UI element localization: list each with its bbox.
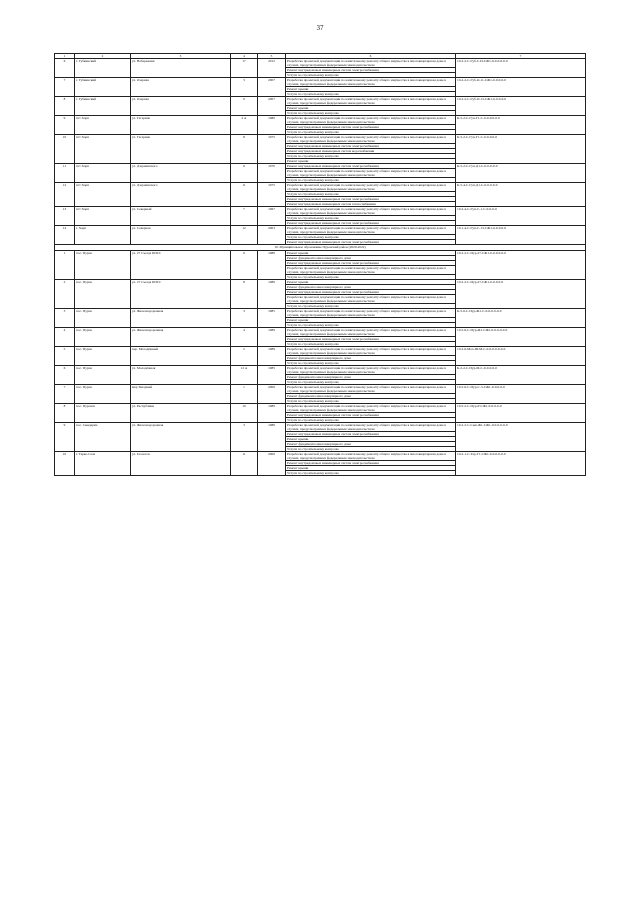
row-number: 10 — [55, 135, 75, 164]
work-type-cell: Ремонт внутридомовых инженерных систем электроснабжения — [286, 337, 456, 342]
house-cell: 7 — [231, 207, 258, 226]
object-code-cell: 10-1-4-С-Гуп-С-13-СЖ1-0-0-0-0-0 — [456, 226, 586, 245]
col-number-2: 2 — [75, 54, 131, 59]
table-row — [55, 404, 586, 413]
street-cell: ул. Озерная — [131, 97, 231, 116]
street-cell: пер. Молодёжный — [131, 347, 231, 366]
work-type-cell: Услуги по строительному контролю — [286, 471, 456, 476]
work-type-cell: Услуги по строительному контролю — [286, 111, 456, 116]
work-type-cell: Ремонт внутридомовых инженерных систем водоснабжения — [286, 149, 456, 154]
work-type-cell: Услуги по строительному контролю — [286, 178, 456, 183]
year-cell: 2003 — [258, 226, 286, 245]
house-cell: 2 А — [231, 116, 258, 135]
work-type-cell: Ремонт внутридомовых инженерных систем электроснабжения — [286, 144, 456, 149]
work-type-cell: Разработка проектной документации по капитальному ремонту общего имущества в многоквартирном доме в случаях, предусмотренных федеральным законодательством — [286, 309, 456, 318]
house-cell: 6 — [231, 251, 258, 280]
object-code-cell: 10-2-6-Мол-Ш-М-С-0-0-0-0-0-0-0 — [456, 347, 586, 366]
settlement-cell: пос. Сывдарма — [75, 423, 131, 452]
work-type-cell: Разработка проектной документации по капитальному ремонту общего имущества в многоквартирном доме в случаях, предусмотренных федеральным законодательством — [286, 169, 456, 178]
work-type-cell: Разработка проектной документации по капитальному ремонту общего имущества в многоквартирном доме в случаях, предусмотренных федеральным законодательством — [286, 183, 456, 192]
work-type-cell: Ремонт фундамента многоквартирного дома — [286, 394, 456, 399]
work-type-cell: Ремонт фундамента многоквартирного дома — [286, 442, 456, 447]
house-cell: 3 — [231, 423, 258, 452]
table-row — [55, 97, 586, 106]
street-cell: ул. Озерная — [131, 78, 231, 97]
work-type-cell: Ремонт внутридомовых инженерных систем электроснабжения — [286, 240, 456, 245]
settlement-cell: г. Губкинский — [75, 78, 131, 97]
settlement-cell: пгт Харп — [75, 164, 131, 183]
row-number: 6 — [55, 59, 75, 78]
work-type-cell: Услуги по строительному контролю — [286, 342, 456, 347]
street-cell: ул. Дзержинского — [131, 164, 231, 183]
year-cell: 1985 — [258, 366, 286, 385]
street-cell: ул. Гагарина — [131, 135, 231, 164]
work-type-cell: Разработка проектной документации по капитальному ремонту общего имущества в многоквартирном доме в случаях, предусмотренных федеральным законодательством — [286, 59, 456, 68]
settlement-cell: пос. Пурпе — [75, 251, 131, 280]
street-cell: ул. 27 Съезда КПСС — [131, 280, 231, 309]
work-type-cell: Разработка проектной документации по капитальному ремонту общего имущества в многоквартирном доме в случаях, предусмотренных федеральным законодательством — [286, 385, 456, 394]
row-number: 12 — [55, 183, 75, 207]
house-cell: 6 — [231, 164, 258, 183]
work-type-cell: Ремонт фундамента многоквартирного дома — [286, 285, 456, 290]
settlement-cell: пгт Харп — [75, 116, 131, 135]
row-number: 8 — [55, 97, 75, 116]
object-code-cell: К-5-4-С-Гуп-Д1-С-0-0-0-0-0 — [456, 183, 586, 207]
object-code-cell: 10-2-2-С-Пур-27-СЖ1-0-0-0-0-0 — [456, 280, 586, 309]
row-number: 5 — [55, 347, 75, 366]
section-title: 10. Муниципальное образование Пуровский район (2020-2022) — [55, 245, 586, 251]
row-number: 10 — [55, 452, 75, 476]
work-type-cell: Ремонт крыши — [286, 87, 456, 92]
row-number: 8 — [55, 404, 75, 423]
year-cell: 1986 — [258, 251, 286, 280]
col-number-6: 6 — [286, 54, 456, 59]
street-cell: ул. Геологов — [131, 452, 231, 476]
object-code-cell: 10-2-4-С-Гуп-С-1-С-0-0-0-0 — [456, 207, 586, 226]
row-number: 9 — [55, 423, 75, 452]
object-code-cell: 10-2-2-С-Губ-О-13-СЖ1-0-0-0-0-0 — [456, 97, 586, 116]
object-code-cell: 10-5-6-С-Пур-Ж1-СЖ1-0-0-0-0-0-0 — [456, 328, 586, 347]
table-row — [55, 116, 586, 125]
work-type-cell: Разработка проектной документации по капитальному ремонту общего имущества в многоквартирном доме в случаях, предусмотренных федеральным законодательством — [286, 404, 456, 413]
page-number: 37 — [316, 24, 324, 32]
row-number: 9 — [55, 116, 75, 135]
work-type-cell: Разработка проектной документации по капитальному ремонту общего имущества в многоквартирном доме в случаях, предусмотренных федеральным законодательством — [286, 347, 456, 356]
work-type-cell: Ремонт внутридомовых инженерных систем электроснабжения — [286, 197, 456, 202]
object-code-cell: 10-2-2-С-Губ-С-И-СЖ1-0-0-0-0-0-0 — [456, 59, 586, 78]
work-type-cell: Ремонт внутридомовых инженерных систем электроснабжения — [286, 413, 456, 418]
work-type-cell: Разработка проектной документации по капитальному ремонту общего имущества в многоквартирном доме в случаях, предусмотренных федеральным законодательством — [286, 97, 456, 106]
work-type-cell: Разработка проектной документации по капитальному ремонту общего имущества в многоквартирном доме в случаях, предусмотренных федеральным законодательством — [286, 78, 456, 87]
work-type-cell: Разработка проектной документации по капитальному ремонту общего имущества в многоквартирном доме в случаях, предусмотренных федеральным законодательством — [286, 135, 456, 144]
col-number-1: 1 — [55, 54, 75, 59]
street-cell: ул. Железнодорожная — [131, 309, 231, 328]
year-cell: 2006 — [258, 385, 286, 404]
object-code-cell: К-5-2-С-Гуп-Г1-С-0-0-0-0-0 — [456, 135, 586, 164]
row-number: 7 — [55, 78, 75, 97]
work-type-cell: Услуги по строительному контролю — [286, 275, 456, 280]
work-type-cell: Разработка проектной документации по капитальному ремонту общего имущества в многоквартирном доме в случаях, предусмотренных федеральным законодательством — [286, 328, 456, 337]
year-cell: 1975 — [258, 135, 286, 164]
settlement-cell: г. Губкинский — [75, 59, 131, 78]
table-row — [55, 207, 586, 216]
col-number-7: 7 — [456, 54, 586, 59]
work-type-cell: Ремонт крыши — [286, 280, 456, 285]
work-type-cell: Услуги по строительному контролю — [286, 447, 456, 452]
house-cell: 12 — [231, 226, 258, 245]
year-cell: 1986 — [258, 423, 286, 452]
object-code-cell: 10-2-2-С-Сыв-Ж1-СЖ1-0-0-0-0-0-0 — [456, 423, 586, 452]
table-row — [55, 135, 586, 144]
work-type-cell: Ремонт внутридомовых инженерных систем электроснабжения — [286, 68, 456, 73]
year-cell: 1980 — [258, 116, 286, 135]
work-type-cell: Услуги по строительному контролю — [286, 130, 456, 135]
settlement-cell: пгт Харп — [75, 135, 131, 164]
col-number-4: 4 — [231, 54, 258, 59]
street-cell: мкр Звездный — [131, 385, 231, 404]
house-cell: 3 — [231, 309, 258, 328]
street-cell: ул. Железнодорожная — [131, 423, 231, 452]
row-number: 2 — [55, 280, 75, 309]
object-code-cell: 10-5-6-С-Пур-С-3-СЖ1-0-0-0-0-0 — [456, 385, 586, 404]
work-type-cell: Услуги по строительному контролю — [286, 216, 456, 221]
house-cell: 9 — [231, 97, 258, 116]
table-row — [55, 164, 586, 169]
work-type-cell: Ремонт крыши — [286, 437, 456, 442]
year-cell: 1975 — [258, 183, 286, 207]
table-row — [55, 78, 586, 87]
house-cell: 11 — [231, 183, 258, 207]
house-cell: 3 — [231, 78, 258, 97]
work-type-cell: Разработка проектной документации по капитальному ремонту общего имущества в многоквартирном доме в случаях, предусмотренных федеральным законодательством — [286, 266, 456, 275]
year-cell: 1989 — [258, 347, 286, 366]
table-row — [55, 452, 586, 461]
work-type-cell: Разработка проектной документации по капитальному ремонту общего имущества в многоквартирном доме в случаях, предусмотренных федеральным законодательством — [286, 207, 456, 216]
work-type-cell: Услуги по строительному контролю — [286, 418, 456, 423]
street-cell: ул. Дзержинского — [131, 183, 231, 207]
row-number: 11 — [55, 164, 75, 183]
row-number: 7 — [55, 385, 75, 404]
table-row — [55, 366, 586, 375]
settlement-cell: пос. Пурпе — [75, 385, 131, 404]
work-type-cell: Услуги по строительному контролю — [286, 192, 456, 197]
house-cell: 10 — [231, 404, 258, 423]
street-cell: ул. Молодёжная — [131, 366, 231, 385]
work-type-cell: Услуги по строительному контролю — [286, 73, 456, 78]
work-type-cell: Услуги по строительному контролю — [286, 154, 456, 159]
object-code-cell: К-5-2-С-Гуп-Д1-С-0-0-0-0-0 — [456, 164, 586, 183]
settlement-cell: пос. Пурпе — [75, 280, 131, 309]
work-type-cell: Ремонт внутридомовых инженерных систем электроснабжения — [286, 164, 456, 169]
capital-repair-table — [54, 53, 586, 476]
work-type-cell: Услуги по строительному контролю — [286, 304, 456, 309]
row-number: 1 — [55, 251, 75, 280]
street-cell: ул. Северный — [131, 207, 231, 226]
settlement-cell: г. Тарко-Сале — [75, 452, 131, 476]
work-type-cell: Ремонт внутридомовых инженерных систем электроснабжения — [286, 432, 456, 437]
work-type-cell: Услуги по строительному контролю — [286, 380, 456, 385]
table-row — [55, 309, 586, 318]
work-type-cell: Ремонт фундамента многоквартирного дома — [286, 356, 456, 361]
row-number: 14 — [55, 226, 75, 245]
settlement-cell: пос. Пурпе — [75, 328, 131, 347]
year-cell: 2006 — [258, 452, 286, 476]
settlement-cell: г. Харп — [75, 226, 131, 245]
work-type-cell: Разработка проектной документации по капитальному ремонту общего имущества в многоквартирном доме в случаях, предусмотренных федеральным законодательством — [286, 452, 456, 461]
work-type-cell: Разработка проектной документации по капитальному ремонту общего имущества в многоквартирном доме в случаях, предусмотренных федеральным законодательством — [286, 116, 456, 125]
year-cell: 1989 — [258, 328, 286, 347]
house-cell: 2 — [231, 347, 258, 366]
work-type-cell: Ремонт фундамента многоквартирного дома — [286, 256, 456, 261]
settlement-cell: пос. Пурпе — [75, 309, 131, 328]
street-cell: ул. 27 Съезда КПСС — [131, 251, 231, 280]
year-cell: 2007 — [258, 97, 286, 116]
settlement-cell: пгт Харп — [75, 183, 131, 207]
work-type-cell: Ремонт внутридомовых инженерных систем электроснабжения — [286, 125, 456, 130]
object-code-cell: 10-2-1-С-Тар-Г1-СЖ1-0-0-0-0-0-0 — [456, 452, 586, 476]
table-row — [55, 328, 586, 337]
object-code-cell: К-5-6-С-Пур-Ж1-С-0-0-0-0-0-0 — [456, 309, 586, 328]
settlement-cell: г. Губкинский — [75, 97, 131, 116]
year-cell: 2007 — [258, 78, 286, 97]
table-row — [55, 423, 586, 432]
year-cell: 1985 — [258, 309, 286, 328]
work-type-cell: Разработка проектной документации по капитальному ремонту общего имущества в многоквартирном доме в случаях, предусмотренных федеральным законодательством — [286, 295, 456, 304]
work-type-cell: Ремонт внутридомовых инженерных систем электроснабжения — [286, 261, 456, 266]
work-type-cell: Ремонт крыши — [286, 466, 456, 471]
col-number-5: 5 — [258, 54, 286, 59]
table-row — [55, 226, 586, 235]
work-type-cell: Услуги по строительному контролю — [286, 235, 456, 240]
settlement-cell: пгт Харп — [75, 207, 131, 226]
settlement-cell: пос. Пурпе — [75, 366, 131, 385]
house-cell: 17 — [231, 59, 258, 78]
col-number-3: 3 — [131, 54, 231, 59]
work-type-cell: Ремонт внутридомовых инженерных систем электроснабжения — [286, 461, 456, 466]
year-cell: 1967 — [258, 207, 286, 226]
house-cell: 8 — [231, 135, 258, 164]
row-number: 13 — [55, 207, 75, 226]
house-cell: 11 — [231, 452, 258, 476]
house-cell: 4 — [231, 328, 258, 347]
work-type-cell: Ремонт крыши — [286, 106, 456, 111]
street-cell: ул. Набережная — [131, 59, 231, 78]
object-code-cell: К-2-2-С-Пур-М-С-0-0-0-0-0 — [456, 366, 586, 385]
table-body — [55, 59, 586, 476]
street-cell: ул. Железнодорожная — [131, 328, 231, 347]
row-number: 6 — [55, 366, 75, 385]
year-cell: 1986 — [258, 280, 286, 309]
work-type-cell: Ремонт внутридомовых инженерных систем электроснабжения — [286, 290, 456, 295]
work-type-cell: Ремонт крыши — [286, 251, 456, 256]
work-type-cell: Ремонт внутридомовых инженерных систем теплоснабжения — [286, 202, 456, 207]
year-cell: 1970 — [258, 164, 286, 183]
table-row — [55, 183, 586, 192]
table-row — [55, 59, 586, 68]
settlement-cell: пос. Пурпе — [75, 347, 131, 366]
work-type-cell: Разработка проектной документации по капитальному ремонту общего имущества в многоквартирном доме в случаях, предусмотренных федеральным законодательством — [286, 423, 456, 432]
table-row — [55, 385, 586, 394]
object-code-cell: К-5-2-С-Гуп-Г1-С-0-0-0-0-0-0 — [456, 116, 586, 135]
row-number: 3 — [55, 309, 75, 328]
street-cell: ул. Гагарина — [131, 116, 231, 135]
work-type-cell: Разработка проектной документации по капитальному ремонту общего имущества в многоквартирном доме в случаях, предусмотренных федеральным законодательством — [286, 366, 456, 375]
work-type-cell: Услуги по строительному контролю — [286, 323, 456, 328]
work-type-cell: Ремонт крыши — [286, 159, 456, 164]
street-cell: ул. Северная — [131, 226, 231, 245]
house-cell: 12 А — [231, 366, 258, 385]
street-cell: ул. Республики — [131, 404, 231, 423]
settlement-cell: пос. Пуровск — [75, 404, 131, 423]
table-row — [55, 347, 586, 356]
house-cell: 1 — [231, 385, 258, 404]
house-cell: 8 — [231, 280, 258, 309]
object-code-cell: 10-2-2-С-Пур-27-СЖ1-0-0-0-0-0-0 — [456, 251, 586, 280]
work-type-cell: Ремонт фундамента многоквартирного дома — [286, 375, 456, 380]
object-code-cell: 10-2-2-С-Губ-О-11-СЖ1-0-0-0-0-0 — [456, 78, 586, 97]
work-type-cell: Услуги по строительному контролю — [286, 361, 456, 366]
year-cell: 2012 — [258, 59, 286, 78]
work-type-cell: Ремонт крыши — [286, 318, 456, 323]
row-number: 4 — [55, 328, 75, 347]
work-type-cell: Ремонт внутридомовых инженерных систем электроснабжения — [286, 221, 456, 226]
work-type-cell: Услуги по строительному контролю — [286, 92, 456, 97]
object-code-cell: 10-5-2-С-Пур-Р-СЖ1-0-0-0-0-0 — [456, 404, 586, 423]
year-cell: 1989 — [258, 404, 286, 423]
work-type-cell: Разработка проектной документации по капитальному ремонту общего имущества в многоквартирном доме в случаях, предусмотренных федеральным законодательством — [286, 226, 456, 235]
work-type-cell: Услуги по строительному контролю — [286, 399, 456, 404]
